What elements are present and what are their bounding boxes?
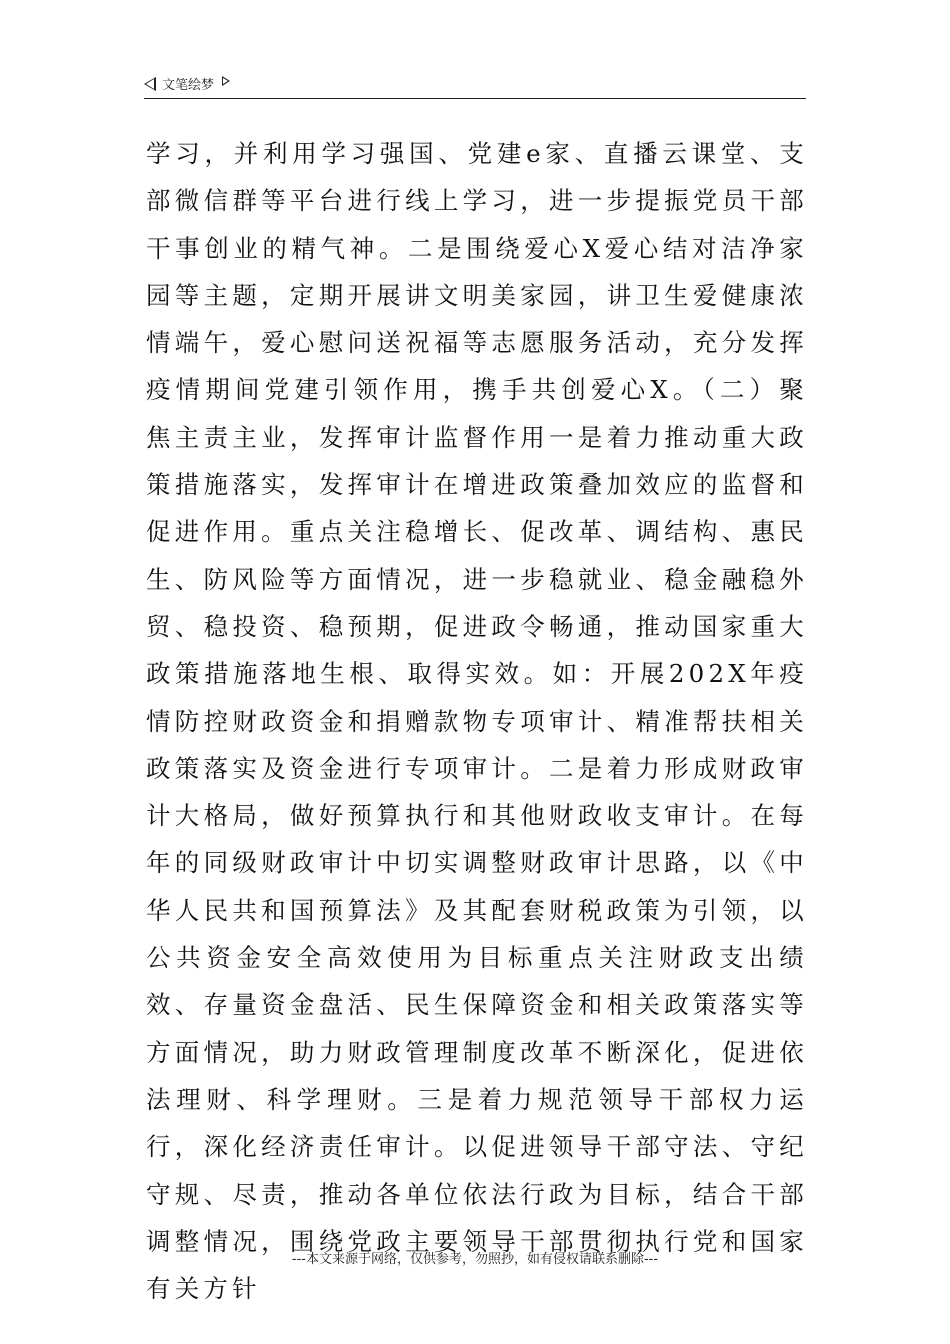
triangle-right-icon: [222, 76, 230, 86]
header-brand: 文笔绘梦: [162, 78, 215, 93]
body-paragraph: 学习，并利用学习强国、党建e家、直播云课堂、支部微信群等平台进行线上学习，进一步提振党员干部干事创业的精气神。二是围绕爱心X爱心结对洁净家园等主题，定期开展讲文明美家园，讲卫生爱健康浓情端午，爱心慰问送祝福等志愿服务活动，充分发挥疫情期间党建引领作用，携手共创爱心X。（二）聚焦主责主业，发挥审计监督作用一是着力推动重大政策措施落实，发挥审计在增进政策叠加效应的监督和促进作用。重点关注稳增长、促改革、调结构、惠民生、防风险等方面情况，进一步稳就业、稳金融稳外贸、稳投资、稳预期，促进政令畅通，推动国家重大政策措施落地生根、取得实效。如：开展202X年疫情防控财政资金和捐赠款物专项审计、精准帮扶相关政策落实及资金进行专项审计。二是着力形成财政审计大格局，做好预算执行和其他财政收支审计。在每年的同级财政审计中切实调整财政审计思路，以《中华人民共和国预算法》及其配套财税政策为引领，以公共资金安全高效使用为目标重点关注财政支出绩效、存量资金盘活、民生保障资金和相关政策落实等方面情况，助力财政管理制度改革不断深化，促进依法理财、科学理财。三是着力规范领导干部权力运行，深化经济责任审计。以促进领导干部守法、守纪守规、尽责，推动各单位依法行政为目标，结合干部调整情况，围绕党政主要领导干部贯彻执行党和国家有关方针: [146, 139, 808, 1304]
footer-disclaimer: ---本文来源于网络，仅供参考，勿照抄，如有侵权请联系删除---: [291, 1252, 659, 1267]
header-brand-group: [144, 74, 230, 93]
page-header: [144, 72, 806, 99]
triangle-left-icon: [144, 77, 156, 91]
